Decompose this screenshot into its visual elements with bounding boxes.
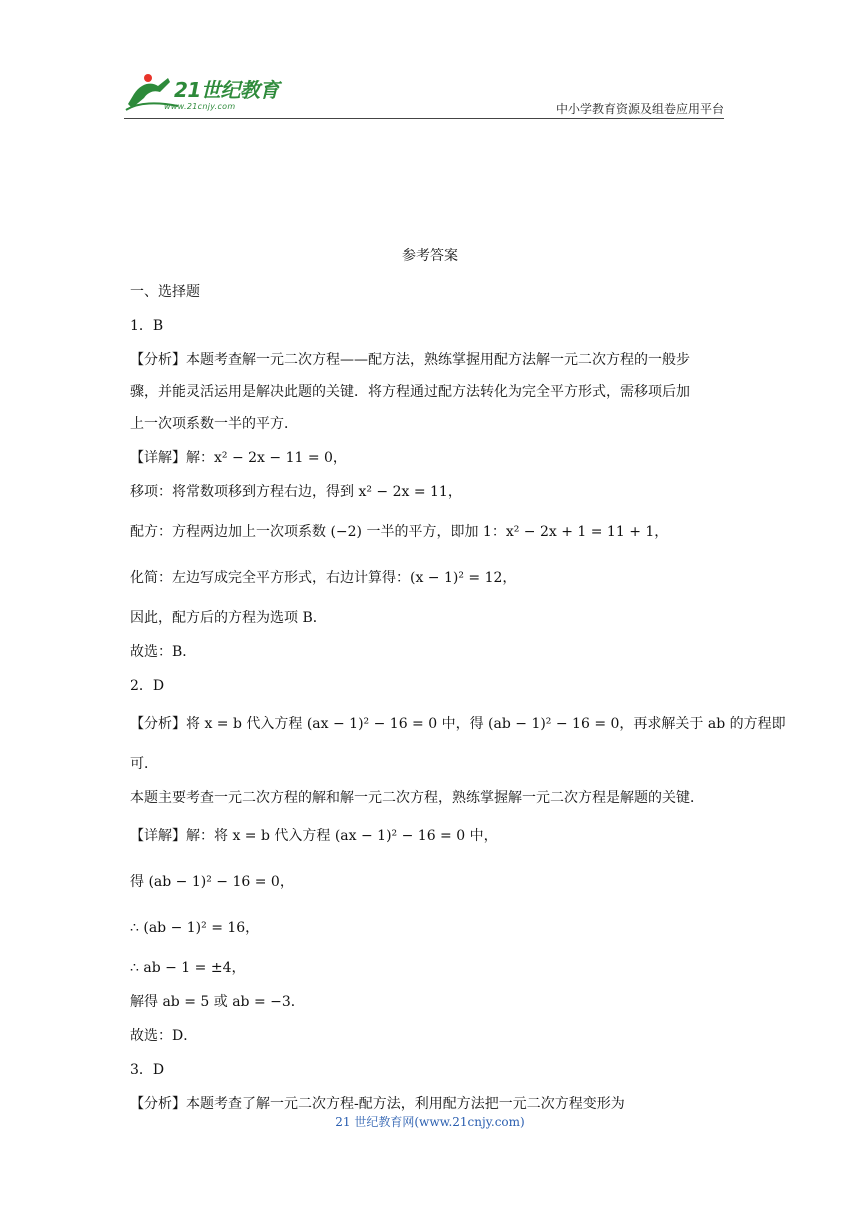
q2-main-point: 本题主要考查一元二次方程的解和解一元二次方程，熟练掌握解一元二次方程是解题的关键．: [130, 790, 704, 806]
q1-answer: 故选：B．: [130, 644, 197, 660]
q1-move-step: 移项：将常数项移到方程右边，得到 x² − 2x = 11，: [130, 484, 462, 500]
q2-step-1: 得 (ab − 1)² − 16 = 0，: [130, 874, 294, 890]
logo-text: 21世纪教育: [174, 78, 279, 102]
q1-analysis-line-3: 上一次项系数一半的平方．: [130, 416, 298, 432]
doc-title: 参考答案: [402, 248, 458, 264]
section-heading: 一、选择题: [130, 284, 200, 300]
q1-detail: 【详解】解：x² − 2x − 11 = 0，: [130, 450, 347, 466]
site-logo: [124, 72, 294, 114]
q1-complete-step: 配方：方程两边加上一次项系数 (−2) 一半的平方，即加 1：x² − 2x + 1 = 11 + 1，: [130, 524, 669, 540]
q1-analysis-line-2: 骤，并能灵活运用是解决此题的关键．将方程通过配方法转化为完全平方形式，需移项后加: [130, 384, 690, 400]
q2-detail: 【详解】解：将 x = b 代入方程 (ax − 1)² − 16 = 0 中，: [130, 828, 498, 844]
logo-url: www.21cnjy.com: [164, 102, 236, 111]
q2-heading: 2．D: [130, 678, 165, 694]
q2-step-3: ∴ ab − 1 = ±4，: [130, 960, 246, 976]
q2-analysis-line-2: 可．: [130, 756, 158, 772]
q2-answer: 故选：D．: [130, 1028, 198, 1044]
q1-conclusion: 因此，配方后的方程为选项 B．: [130, 610, 327, 626]
q1-simplify-step: 化简：左边写成完全平方形式，右边计算得：(x − 1)² = 12，: [130, 570, 517, 586]
page-footer: 21 世纪教育网(www.21cnjy.com): [335, 1115, 525, 1129]
q2-analysis-line-1: 【分析】将 x = b 代入方程 (ax − 1)² − 16 = 0 中，得 (ab − 1)² − 16 = 0，再求解关于 ab 的方程即: [130, 716, 786, 732]
q3-analysis: 【分析】本题考查了解一元二次方程-配方法，利用配方法把一元二次方程变形为: [130, 1096, 625, 1112]
header-divider: [124, 118, 724, 119]
header-platform-text: 中小学教育资源及组卷应用平台: [555, 102, 724, 116]
q1-analysis-line-1: 【分析】本题考查解一元二次方程——配方法，熟练掌握用配方法解一元二次方程的一般步: [130, 352, 690, 368]
q2-step-4: 解得 ab = 5 或 ab = −3．: [130, 994, 305, 1010]
q1-heading: 1．B: [130, 318, 164, 334]
q2-step-2: ∴ (ab − 1)² = 16，: [130, 920, 260, 936]
q3-heading: 3．D: [130, 1062, 165, 1078]
page-header: [124, 64, 724, 120]
